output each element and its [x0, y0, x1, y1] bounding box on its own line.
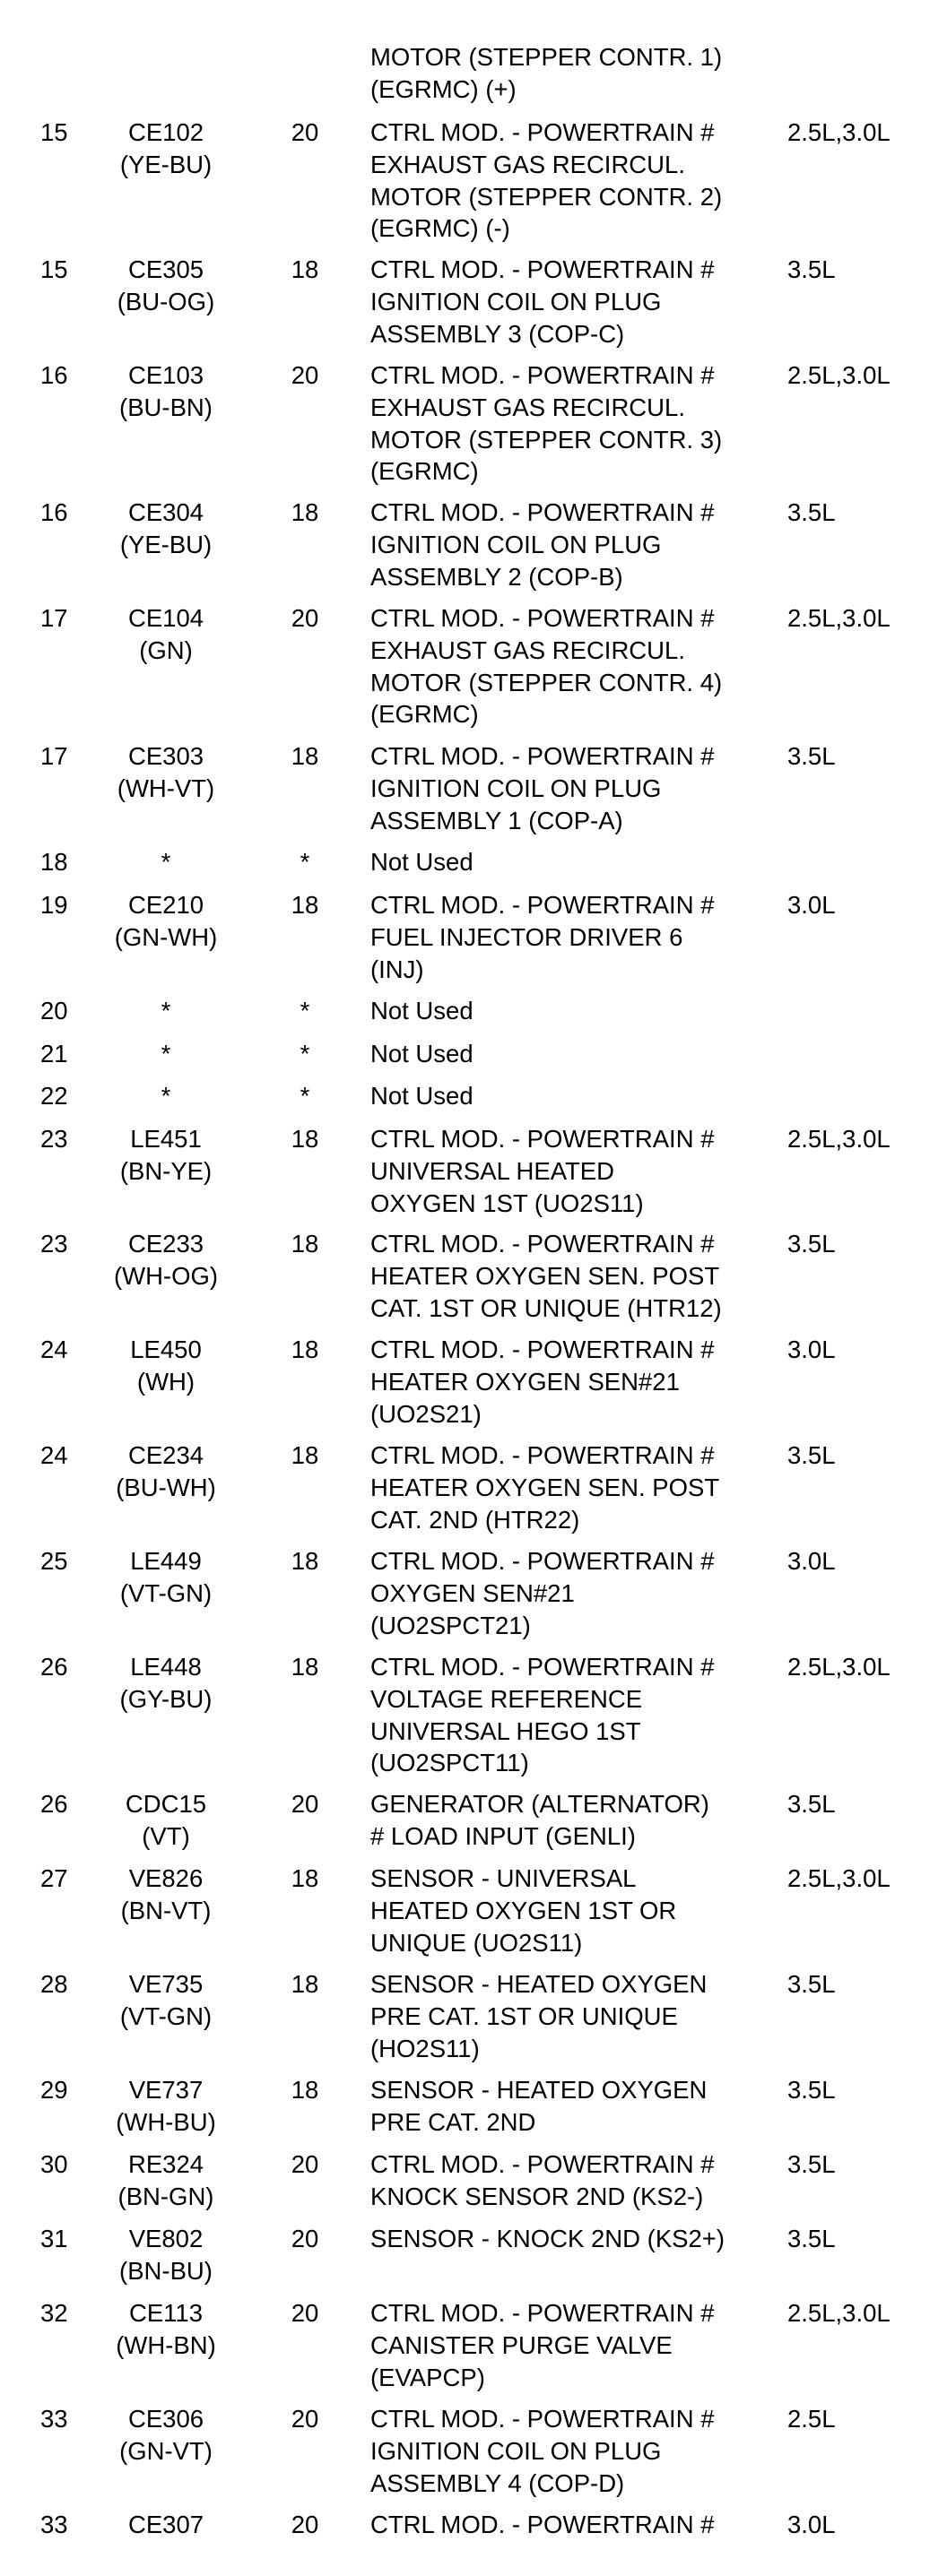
pin-number: 30 [40, 2150, 68, 2178]
wire-gauge: 18 [291, 742, 319, 770]
engine-configuration: 3.5L [787, 1441, 836, 1469]
wire-code: * [161, 997, 171, 1024]
wire-gauge: 18 [291, 1547, 319, 1575]
circuit-function: CTRL MOD. - POWERTRAIN # OXYGEN SEN#21 (UO2SPCT21) [370, 1547, 715, 1639]
pin-number: 33 [40, 2405, 68, 2433]
engine-configuration: 3.5L [787, 2150, 836, 2178]
engine-configuration: 3.5L [787, 2225, 836, 2252]
wire-gauge: 20 [291, 2299, 319, 2327]
wire-code: VE735 (VT-GN) [119, 1970, 213, 2030]
circuit-function: CTRL MOD. - POWERTRAIN # EXHAUST GAS RECIRCUL. MOTOR (STEPPER CONTR. 4) (EGRMC) [370, 604, 723, 729]
wire-code: * [161, 1082, 171, 1110]
pin-number: 33 [40, 2511, 68, 2538]
wire-code: CE303 (WH-VT) [117, 742, 215, 802]
circuit-function: Not Used [370, 1040, 474, 1068]
circuit-function: GENERATOR (ALTERNATOR) # LOAD INPUT (GENLI) [370, 1790, 709, 1850]
engine-configuration: 2.5L,3.0L [787, 1864, 891, 1892]
pin-number: 31 [40, 2225, 68, 2252]
wire-code: CE102 (YE-BU) [119, 118, 213, 178]
engine-configuration: 2.5L,3.0L [787, 361, 891, 389]
circuit-function: CTRL MOD. - POWERTRAIN # HEATER OXYGEN SEN. POST CAT. 2ND (HTR22) [370, 1441, 720, 1534]
circuit-function: CTRL MOD. - POWERTRAIN # [370, 2511, 715, 2538]
wire-gauge: 18 [291, 498, 319, 526]
engine-configuration: 3.5L [787, 742, 836, 770]
pin-number: 24 [40, 1441, 68, 1469]
wire-code: RE324 (BN-GN) [117, 2150, 214, 2210]
engine-configuration: 3.0L [787, 1547, 836, 1575]
wire-gauge: 18 [291, 1336, 319, 1363]
wire-gauge: 18 [291, 1125, 319, 1153]
wire-gauge: 18 [291, 1441, 319, 1469]
wire-gauge: * [300, 1082, 310, 1110]
wire-gauge: 18 [291, 2076, 319, 2104]
circuit-function: SENSOR - UNIVERSAL HEATED OXYGEN 1ST OR UNIQUE (UO2S11) [370, 1864, 677, 1957]
wire-gauge: 18 [291, 1970, 319, 1998]
wire-code: CE306 (GN-VT) [119, 2405, 213, 2465]
wire-gauge: * [300, 997, 310, 1024]
engine-configuration: 3.5L [787, 498, 836, 526]
circuit-function: CTRL MOD. - POWERTRAIN # KNOCK SENSOR 2ND (KS2-) [370, 2150, 715, 2210]
engine-configuration: 3.5L [787, 255, 836, 283]
wire-code: * [161, 848, 171, 876]
wire-code: CE234 (BU-WH) [116, 1441, 216, 1501]
circuit-function: CTRL MOD. - POWERTRAIN # IGNITION COIL ON PLUG ASSEMBLY 2 (COP-B) [370, 498, 715, 591]
circuit-function: SENSOR - HEATED OXYGEN PRE CAT. 1ST OR UNIQUE (HO2S11) [370, 1970, 708, 2062]
wire-gauge: 18 [291, 255, 319, 283]
wire-code: CE104 (GN) [127, 604, 204, 664]
wire-gauge: 20 [291, 1790, 319, 1818]
wire-gauge: 18 [291, 1864, 319, 1892]
wire-code: VE737 (WH-BU) [116, 2076, 216, 2136]
engine-configuration: 3.0L [787, 891, 836, 919]
wire-gauge: 18 [291, 1653, 319, 1681]
pin-number: 32 [40, 2299, 68, 2327]
pin-number: 25 [40, 1547, 68, 1575]
wire-code: CE305 (BU-OG) [117, 255, 215, 316]
wire-gauge: 18 [291, 1230, 319, 1258]
circuit-function: CTRL MOD. - POWERTRAIN # HEATER OXYGEN SEN#21 (UO2S21) [370, 1336, 715, 1428]
engine-configuration: 2.5L,3.0L [787, 604, 891, 632]
engine-configuration: 3.5L [787, 1230, 836, 1258]
wire-gauge: 20 [291, 2405, 319, 2433]
circuit-function: Not Used [370, 848, 474, 876]
wire-code: LE451 (BN-YE) [119, 1125, 213, 1185]
pin-number: 15 [40, 118, 68, 146]
wire-gauge: 20 [291, 2225, 319, 2252]
pin-number: 23 [40, 1125, 68, 1153]
pin-number: 16 [40, 498, 68, 526]
pin-number: 18 [40, 848, 68, 876]
wire-gauge: * [300, 848, 310, 876]
circuit-function: CTRL MOD. - POWERTRAIN # VOLTAGE REFERENCE UNIVERSAL HEGO 1ST (UO2SPCT11) [370, 1653, 715, 1777]
engine-configuration: 2.5L,3.0L [787, 1125, 891, 1153]
wire-gauge: 20 [291, 2511, 319, 2538]
pin-number: 19 [40, 891, 68, 919]
circuit-function: CTRL MOD. - POWERTRAIN # FUEL INJECTOR DRIVER 6 (INJ) [370, 891, 715, 983]
pin-number: 16 [40, 361, 68, 389]
circuit-function: CTRL MOD. - POWERTRAIN # IGNITION COIL ON PLUG ASSEMBLY 4 (COP-D) [370, 2405, 715, 2497]
circuit-function: Not Used [370, 1082, 474, 1110]
circuit-function: MOTOR (STEPPER CONTR. 1) (EGRMC) (+) [370, 43, 723, 103]
wire-code: CE113 (WH-BN) [116, 2299, 216, 2359]
circuit-function: SENSOR - HEATED OXYGEN PRE CAT. 2ND [370, 2076, 708, 2136]
wire-code: CE210 (GN-WH) [114, 891, 218, 951]
wire-gauge: 20 [291, 361, 319, 389]
engine-configuration: 3.5L [787, 2076, 836, 2104]
wire-gauge: 20 [291, 604, 319, 632]
wire-code: VE826 (BN-VT) [120, 1864, 212, 1924]
wire-code: LE449 (VT-GN) [119, 1547, 213, 1607]
pin-number: 20 [40, 997, 68, 1024]
pin-number: 27 [40, 1864, 68, 1892]
circuit-function: Not Used [370, 997, 474, 1024]
engine-configuration: 2.5L,3.0L [787, 2299, 891, 2327]
pin-number: 17 [40, 742, 68, 770]
pin-number: 28 [40, 1970, 68, 1998]
pin-number: 26 [40, 1653, 68, 1681]
pin-number: 26 [40, 1790, 68, 1818]
wire-code: CE304 (YE-BU) [119, 498, 213, 558]
circuit-function: CTRL MOD. - POWERTRAIN # HEATER OXYGEN SEN. POST CAT. 1ST OR UNIQUE (HTR12) [370, 1230, 722, 1322]
pin-number: 29 [40, 2076, 68, 2104]
wire-code: LE450 (WH) [130, 1336, 202, 1396]
pin-number: 23 [40, 1230, 68, 1258]
engine-configuration: 3.0L [787, 2511, 836, 2538]
pin-number: 17 [40, 604, 68, 632]
wire-code: LE448 (GY-BU) [119, 1653, 213, 1713]
wire-gauge: 20 [291, 118, 319, 146]
circuit-function: SENSOR - KNOCK 2ND (KS2+) [370, 2225, 725, 2252]
circuit-function: CTRL MOD. - POWERTRAIN # IGNITION COIL ON PLUG ASSEMBLY 1 (COP-A) [370, 742, 715, 834]
wire-code: CDC15 (VT) [125, 1790, 207, 1850]
engine-configuration: 3.5L [787, 1790, 836, 1818]
engine-configuration: 3.5L [787, 1970, 836, 1998]
pin-number: 22 [40, 1082, 68, 1110]
pin-number: 21 [40, 1040, 68, 1068]
circuit-function: CTRL MOD. - POWERTRAIN # IGNITION COIL ON PLUG ASSEMBLY 3 (COP-C) [370, 255, 715, 348]
wire-code: CE233 (WH-OG) [113, 1230, 219, 1290]
circuit-function: CTRL MOD. - POWERTRAIN # EXHAUST GAS RECIRCUL. MOTOR (STEPPER CONTR. 3) (EGRMC) [370, 361, 723, 486]
pin-number: 15 [40, 255, 68, 283]
engine-configuration: 2.5L [787, 2405, 836, 2433]
wire-gauge: 20 [291, 2150, 319, 2178]
engine-configuration: 3.0L [787, 1336, 836, 1363]
circuit-function: CTRL MOD. - POWERTRAIN # CANISTER PURGE VALVE (EVAPCP) [370, 2299, 715, 2391]
wire-gauge: * [300, 1040, 310, 1068]
engine-configuration: 2.5L,3.0L [787, 1653, 891, 1681]
circuit-function: CTRL MOD. - POWERTRAIN # EXHAUST GAS RECIRCUL. MOTOR (STEPPER CONTR. 2) (EGRMC) (-) [370, 118, 723, 243]
engine-configuration: 2.5L,3.0L [787, 118, 891, 146]
pin-number: 24 [40, 1336, 68, 1363]
wire-code: VE802 (BN-BU) [119, 2225, 213, 2285]
wire-gauge: 18 [291, 891, 319, 919]
circuit-function: CTRL MOD. - POWERTRAIN # UNIVERSAL HEATED OXYGEN 1ST (UO2S11) [370, 1125, 715, 1217]
wire-code: CE307 [127, 2511, 204, 2538]
wire-code: CE103 (BU-BN) [119, 361, 213, 421]
wire-code: * [161, 1040, 171, 1068]
